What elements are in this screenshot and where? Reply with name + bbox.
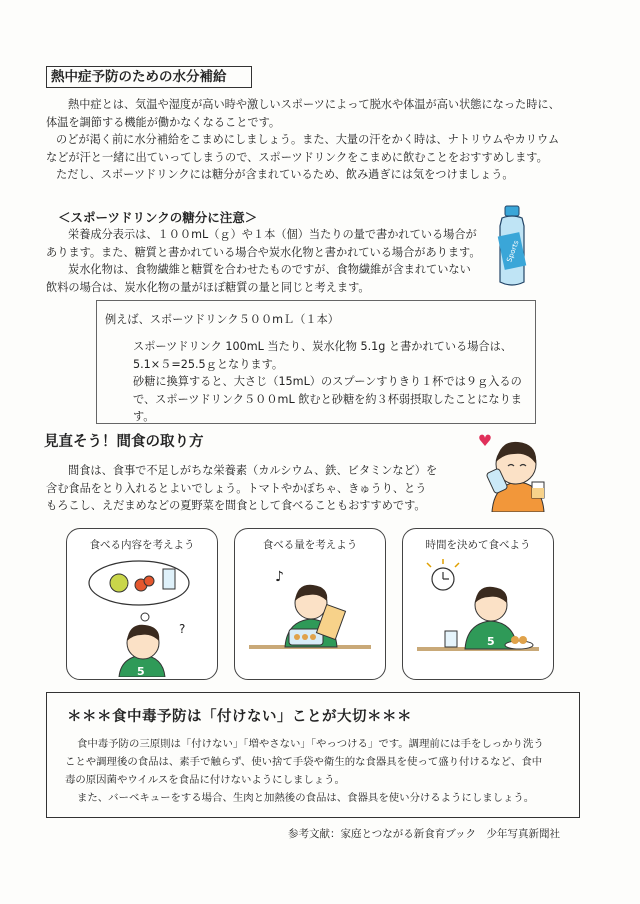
shirt-number: 5 bbox=[137, 665, 145, 677]
panel-label: 時間を決めて食べよう bbox=[425, 539, 531, 551]
panel-label: 食べる量を考えよう bbox=[262, 539, 358, 551]
section-title-heatstroke: 熱中症予防のための水分補給 bbox=[46, 66, 252, 88]
panel-how-much bbox=[234, 528, 386, 680]
food-poisoning-text bbox=[65, 735, 544, 807]
paragraph: 含む食品をとり入れるとよいでしょう。トマトやかぼちゃ、きゅうり、とう bbox=[46, 481, 427, 495]
heatstroke-text bbox=[46, 96, 560, 184]
section-title-snack: 見直そう！間食の取り方 bbox=[44, 434, 204, 450]
shirt-number: 5 bbox=[487, 635, 495, 648]
svg-text:?: ? bbox=[179, 622, 186, 636]
paragraph: 毒の原因菌やウイルスを食品に付けないようにしましょう。 bbox=[65, 774, 345, 786]
paragraph: 間食は、食事で不足しがちな栄養素（カルシウム、鉄、ビタミンなど）を bbox=[68, 464, 438, 477]
heart-icon bbox=[479, 435, 490, 446]
food-poisoning-title: ＊＊＊食中毒予防は「付けない」ことが大切＊＊＊ bbox=[67, 709, 412, 725]
paragraph: 食中毒予防の三原則は「付けない」「増やさない」「やっつける」です。調理前には手をしっかり洗う bbox=[77, 738, 544, 750]
thinking-child-illustration bbox=[67, 551, 217, 677]
eating-child-illustration bbox=[235, 551, 385, 677]
example-line: で、スポーツドリンク５００mL 飲むと砂糖を約３杯弱摂取したことになりま bbox=[133, 392, 522, 406]
bottle-label: Sports bbox=[505, 239, 521, 264]
sugar-text bbox=[46, 226, 481, 296]
paragraph: 飲料の場合は、炭水化物の量がほぼ糖質の量と同じと考えます。 bbox=[46, 280, 370, 294]
clock-child-illustration bbox=[403, 551, 553, 677]
paragraph: 栄養成分表示は、１００mL（ｇ）や１本（個）当たりの量で書かれている場合が bbox=[68, 228, 477, 241]
example-line: 5.1×５=25.5ｇとなります。 bbox=[133, 357, 284, 371]
example-line: す。 bbox=[133, 410, 155, 423]
music-note-icon: ♪ bbox=[275, 569, 284, 585]
paragraph: のどが渇く前に水分補給をこまめにしましょう。また、大量の汗をかく時は、ナトリウムやカリウム bbox=[56, 133, 560, 146]
paragraph: ただし、スポーツドリンクには糖分が含まれているため、飲み過ぎには気をつけましょう。 bbox=[56, 168, 514, 181]
panel-what-to-eat bbox=[66, 528, 218, 680]
drinking-child-illustration bbox=[470, 426, 560, 512]
paragraph: 熱中症とは、気温や湿度が高い時や激しいスポーツによって脱水や体温が高い状態になった時に、 bbox=[68, 98, 560, 111]
sports-bottle-illustration bbox=[490, 204, 534, 290]
paragraph: などが汗と一緒に出ていってしまうので、スポーツドリンクをこまめに飲むことをおすすめします。 bbox=[46, 150, 548, 164]
paragraph: 炭水化物は、食物繊維と糖質を合わせたものですが、食物繊維が含まれていない bbox=[68, 263, 471, 276]
reference-note: 参考文献：家庭とつながる新食育ブック 少年写真新聞社 bbox=[288, 828, 561, 840]
example-box bbox=[96, 300, 536, 424]
paragraph: もろこし、えだまめなどの夏野菜を間食として食べることもおすすめです。 bbox=[46, 499, 426, 512]
paragraph: ことや調理後の食品は、素手で触らず、使い捨て手袋や衛生的な食器具を使って盛り付けるなど、食中 bbox=[65, 756, 543, 768]
sugar-heading: ＜スポーツドリンクの糖分に注意＞ bbox=[58, 210, 258, 225]
panel-label: 食べる内容を考えよう bbox=[89, 539, 195, 551]
paragraph: あります。また、糖質と書かれている場合や炭水化物と書かれている場合があります。 bbox=[46, 245, 481, 259]
example-intro: 例えば、スポーツドリンク５００mＬ（１本） bbox=[105, 313, 339, 326]
snack-text bbox=[46, 462, 438, 515]
example-line: スポーツドリンク 100mL 当たり、炭水化物 5.1g と書かれている場合は、 bbox=[133, 340, 512, 353]
example-line: 砂糖に換算すると、大さじ（15mL）のスプーンすりきり１杯では９ｇ入るの bbox=[133, 375, 522, 388]
panel-eating-time bbox=[402, 528, 554, 680]
example-lines bbox=[133, 338, 522, 426]
food-poisoning-box bbox=[46, 692, 580, 818]
paragraph: 体温を調節する機能が働かなくなることです。 bbox=[46, 115, 281, 129]
paragraph: また、バーベキューをする場合、生肉と加熱後の食品は、食器具を使い分けるようにしましょう。 bbox=[77, 792, 535, 804]
